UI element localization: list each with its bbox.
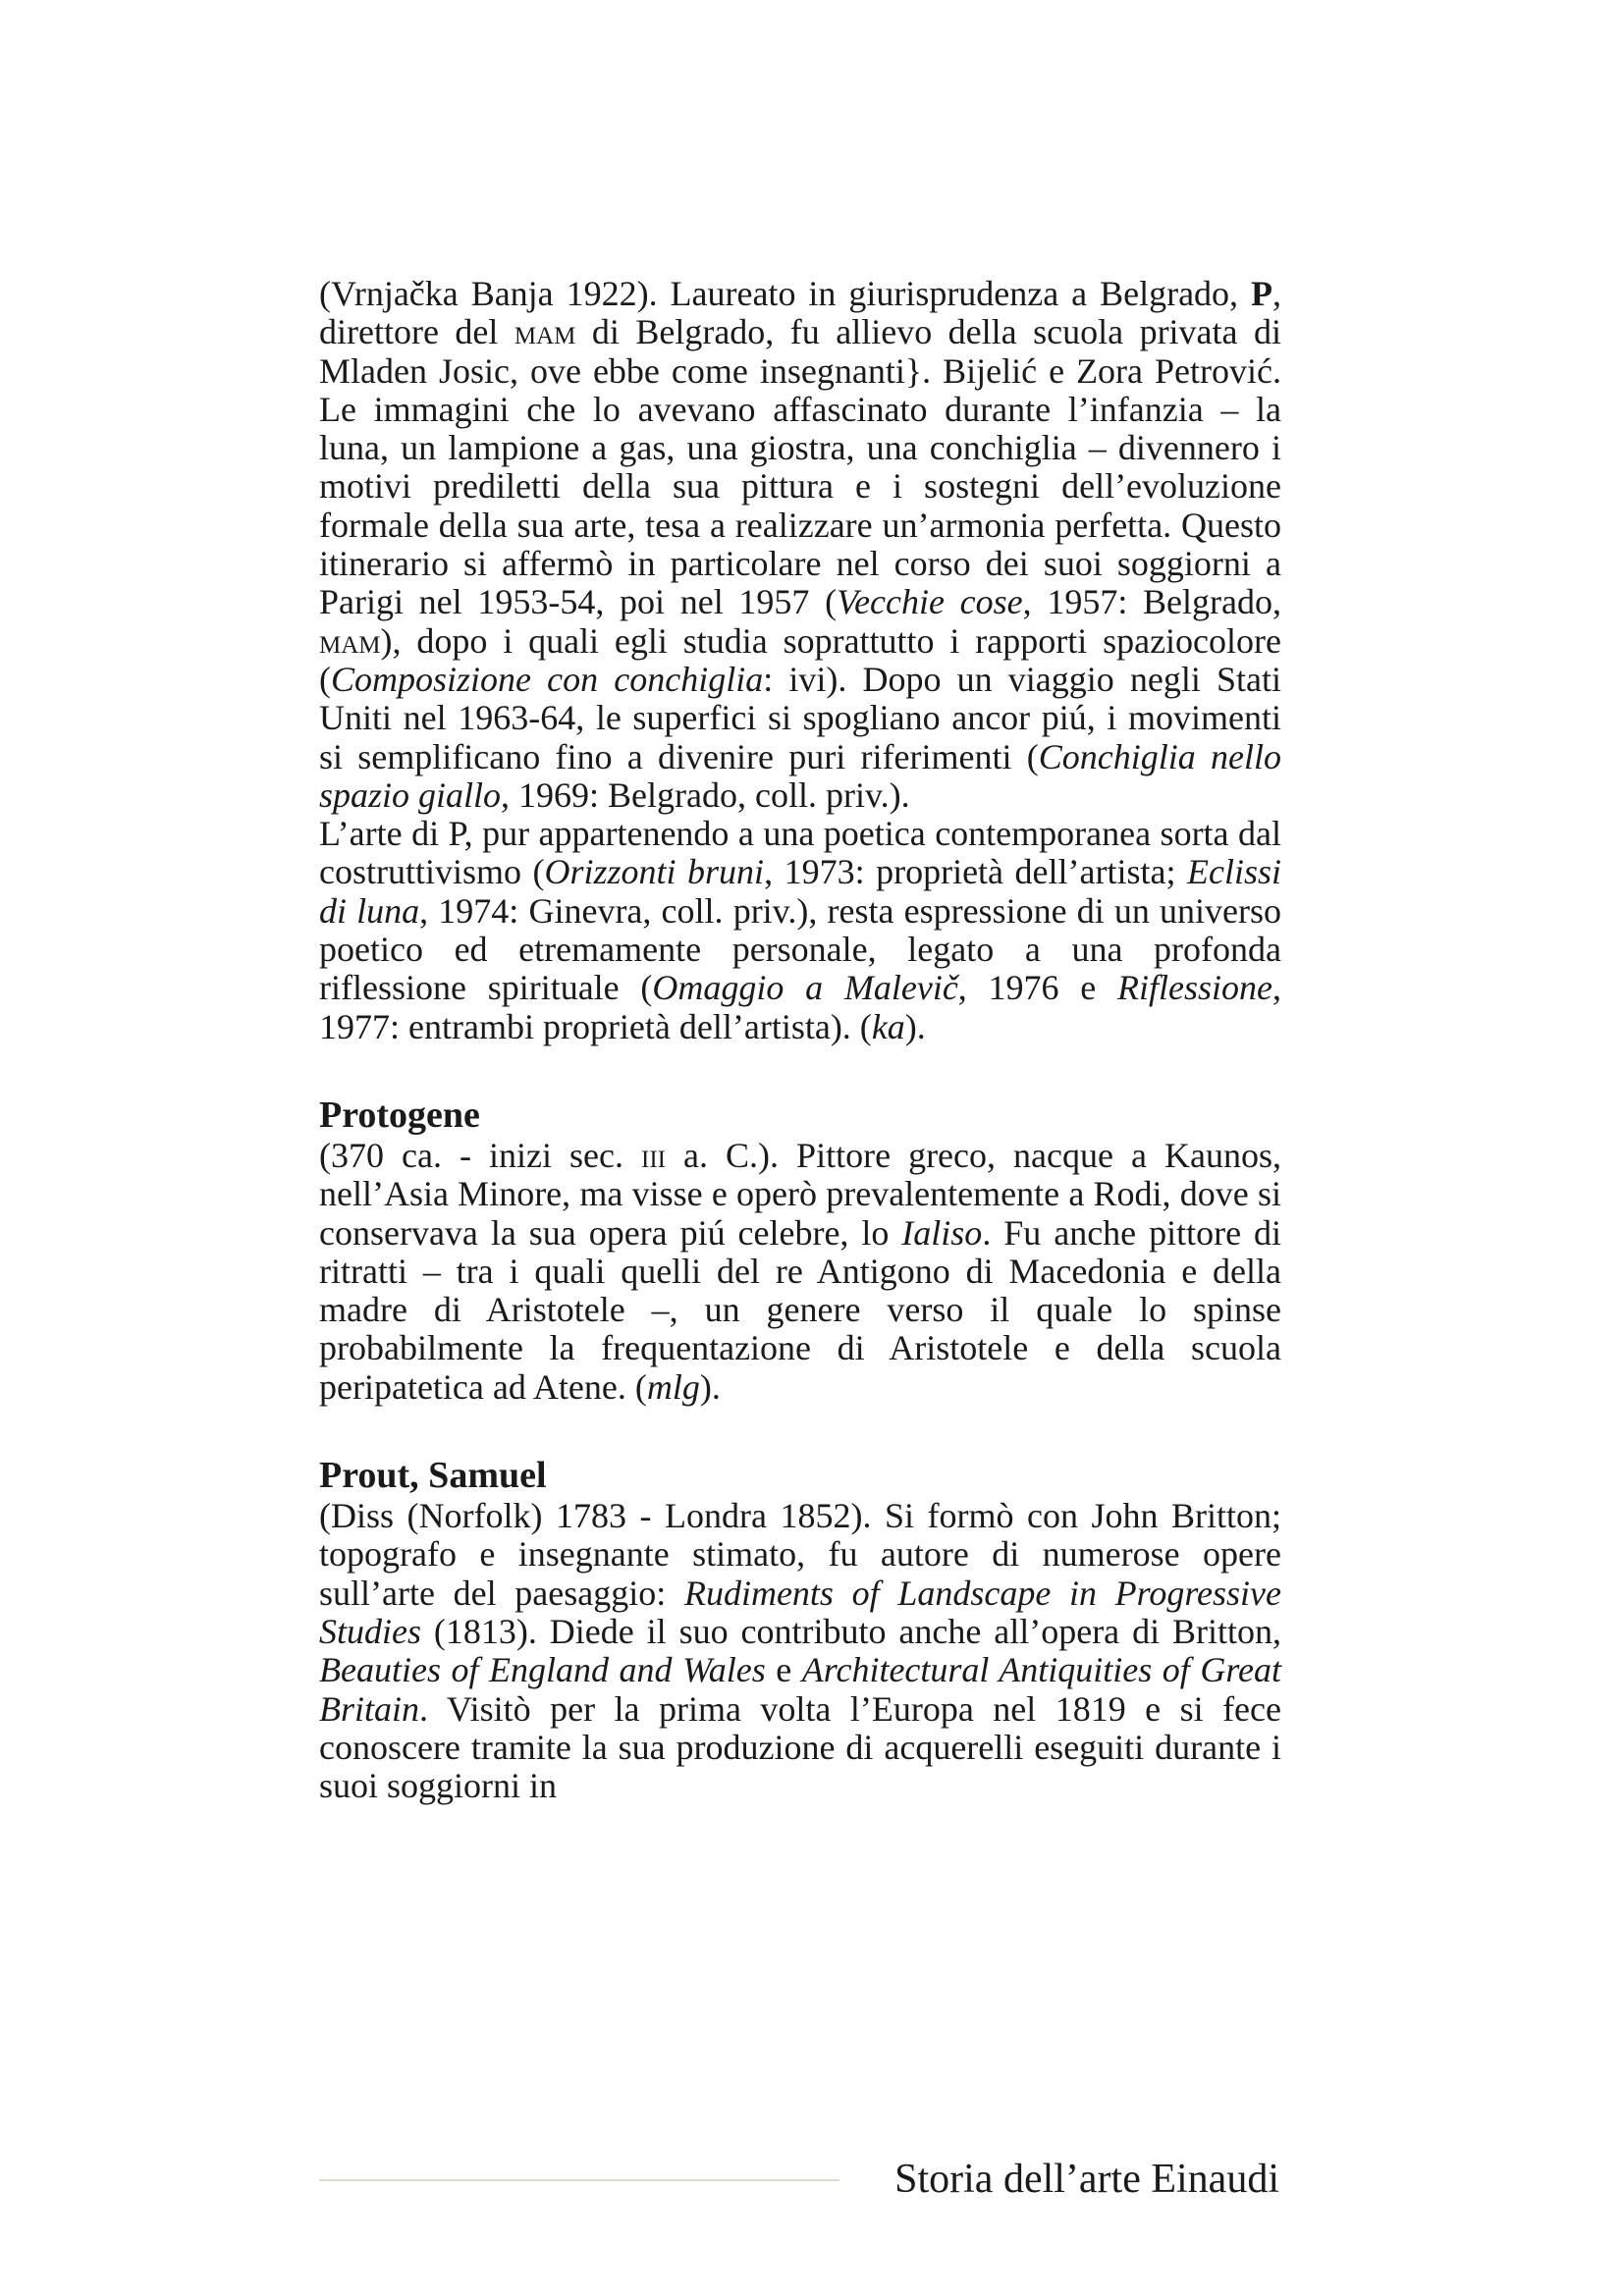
text-run: , 1957: Belgrado, xyxy=(1022,582,1281,622)
italic-run: Riflessione xyxy=(1117,968,1272,1008)
text-run: : ivi). Dopo un viaggio negli Stati Uniti nel 1963-64, le superfici si spogliano ancor piú, i movimenti si semplificano fino a divenire puri riferimenti ( xyxy=(319,659,1282,776)
text-run: . Fu anche pittore di ritratti – tra i quali quelli del re Antigono di Macedonia e della madre di Aristotele –, un genere verso il quale lo spinse probabilmente la frequentazione di Aristotele e della scuola peripatetica ad Atene. ( xyxy=(319,1212,1281,1407)
footer-publication-title: Storia dell’arte Einaudi xyxy=(894,2157,1279,2202)
bold-run: P xyxy=(1251,274,1272,313)
entry-title: Prout, Samuel xyxy=(319,1455,547,1497)
italic-run: Ialiso xyxy=(901,1212,983,1253)
entry-protogene xyxy=(319,1094,1281,1407)
text-run: (1813). Diede il suo contributo anche all’opera di Britton, xyxy=(421,1611,1281,1651)
entry-prout-samuel xyxy=(319,1454,1281,1805)
italic-run: ka xyxy=(871,1006,905,1046)
text-run: (370 ca. - inizi sec. xyxy=(319,1135,642,1175)
text-run: ). xyxy=(699,1366,721,1407)
text-run: L’arte di P, pur appartenendo a una poetica contemporanea sorta dal costruttivismo ( xyxy=(319,814,1281,892)
entry-title: Protogene xyxy=(319,1094,480,1136)
italic-run: Orizzonti bruni xyxy=(544,852,765,892)
italic-run: mlg xyxy=(646,1366,700,1407)
text-run: ). xyxy=(904,1006,926,1046)
entry-paragraph xyxy=(319,1497,1281,1805)
text-run: , 1974: Ginevra, coll. priv.), resta espressione di un universo poetico ed etremamente personale, legato a una profonda riflessione spirituale ( xyxy=(319,890,1281,1008)
text-run: . Visitò per la prima volta l’Europa nel 1819 e si fece conoscere tramite la sua produzione di acquerelli eseguiti durante i suoi soggiorni in xyxy=(319,1688,1281,1806)
text-run: (Diss (Norfolk) 1783 - Londra 1852). Si formò con John Britton; topografo e insegnante stimato, fu autore di numerose opere sull’arte del paesaggio: xyxy=(319,1496,1281,1613)
footer-rule xyxy=(319,2179,839,2181)
small-caps-run: mam xyxy=(319,620,381,661)
text-run: , 1977: entrambi proprietà dell’artista). ( xyxy=(319,968,1281,1046)
text-run: e xyxy=(765,1650,802,1690)
page-body xyxy=(319,275,1281,1805)
text-run: , 1969: Belgrado, coll. priv.). xyxy=(501,774,910,815)
italic-run: Rudiments of Landscape in Progressive Studies xyxy=(319,1573,1281,1651)
italic-run: Conchiglia nello spazio giallo xyxy=(319,736,1282,815)
entry-paragraph xyxy=(319,1137,1281,1407)
small-caps-run: mam xyxy=(514,312,576,352)
italic-run: Eclissi di luna xyxy=(319,852,1281,931)
entry-continuation xyxy=(319,275,1281,1046)
text-run: ), dopo i quali egli studia soprattutto i rapporti spaziocolore ( xyxy=(319,620,1281,699)
small-caps-run: iii xyxy=(641,1135,666,1175)
text-run: a. C.). Pittore greco, nacque a Kaunos, nell’Asia Minore, ma visse e operò prevalentemente a Rodi, dove si conservava la sua opera piú celebre, lo xyxy=(319,1135,1281,1253)
italic-run: Composizione con conchiglia xyxy=(331,659,764,699)
italic-run: Omaggio a Malevič xyxy=(652,968,958,1008)
text-run: , 1976 e xyxy=(957,968,1117,1008)
italic-run: Architectural Antiquities of Great Britain xyxy=(319,1650,1281,1729)
italic-run: Beauties of England and Wales xyxy=(319,1650,766,1690)
text-run: , 1973: proprietà dell’artista; xyxy=(764,852,1187,892)
text-run: (Vrnjačka Banja 1922). Laureato in giurisprudenza a Belgrado, xyxy=(319,274,1251,313)
text-run: , direttore del xyxy=(319,274,1281,352)
text-run: di Belgrado, fu allievo della scuola privata di Mladen Josic, ove ebbe come insegnanti}. Bijelić e Zora Petrović. Le immagini che lo avevano affascinato durante l’infanzia – la luna, un lampione a gas, una giostra, una conchiglia – divennero i motivi prediletti della sua pittura e i sostegni dell’evoluzione formale della sua arte, tesa a realizzare un’armonia perfetta. Questo itinerario si affermò in particolare nel corso dei suoi soggiorni a Parigi nel 1953-54, poi nel 1957 ( xyxy=(319,312,1281,622)
italic-run: Vecchie cose xyxy=(837,582,1023,622)
entry-paragraph xyxy=(319,275,1281,815)
entry-paragraph xyxy=(319,815,1281,1046)
